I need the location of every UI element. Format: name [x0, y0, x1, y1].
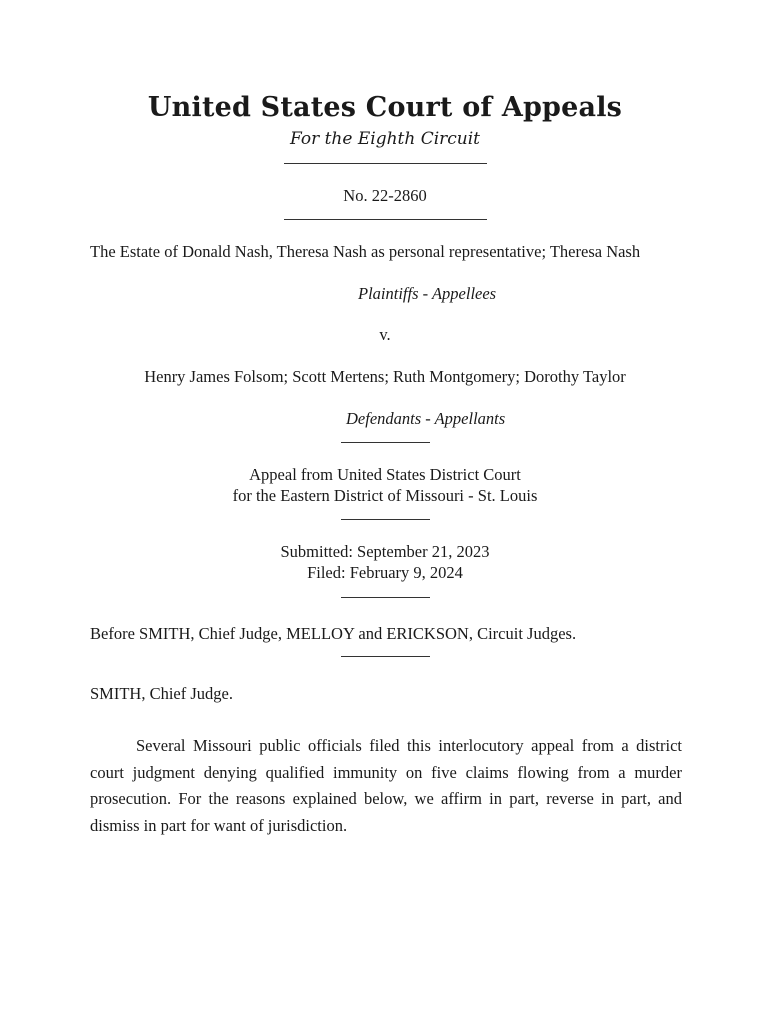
divider-rule — [341, 656, 430, 657]
opening-paragraph: Several Missouri public officials filed this interlocutory appeal from a district court judgment denying qualified immunity on five claims flowing from a murder prosecution. For the reasons explained below, we affirm in part, reverse in part, and dismiss in part for want of jurisdiction. — [90, 736, 682, 835]
author-line: SMITH, Chief Judge. — [90, 684, 233, 703]
defendants-role: Defendants - Appellants — [346, 409, 506, 428]
divider-rule — [284, 163, 487, 164]
defendants-line: Henry James Folsom; Scott Mertens; Ruth Montgomery; Dorothy Taylor — [144, 367, 626, 386]
panel-line: Before SMITH, Chief Judge, MELLOY and ERICKSON, Circuit Judges. — [90, 624, 577, 643]
filed-date: Filed: February 9, 2024 — [307, 563, 463, 582]
divider-rule — [341, 519, 430, 520]
court-name: United States Court of Appeals — [147, 92, 623, 123]
circuit-name: For the Eighth Circuit — [289, 129, 481, 149]
appeal-line-2: for the Eastern District of Missouri - St. Louis — [232, 486, 538, 505]
appeal-line-1: Appeal from United States District Court — [249, 465, 521, 484]
submitted-date: Submitted: September 21, 2023 — [280, 542, 490, 561]
divider-rule — [341, 442, 430, 443]
case-number: No. 22-2860 — [343, 186, 427, 205]
plaintiffs-role: Plaintiffs - Appellees — [358, 284, 497, 303]
plaintiffs-line: The Estate of Donald Nash, Theresa Nash as personal representative; Theresa Nash — [90, 242, 641, 261]
divider-rule — [341, 597, 430, 598]
versus: v. — [379, 325, 391, 344]
divider-rule — [284, 219, 487, 220]
